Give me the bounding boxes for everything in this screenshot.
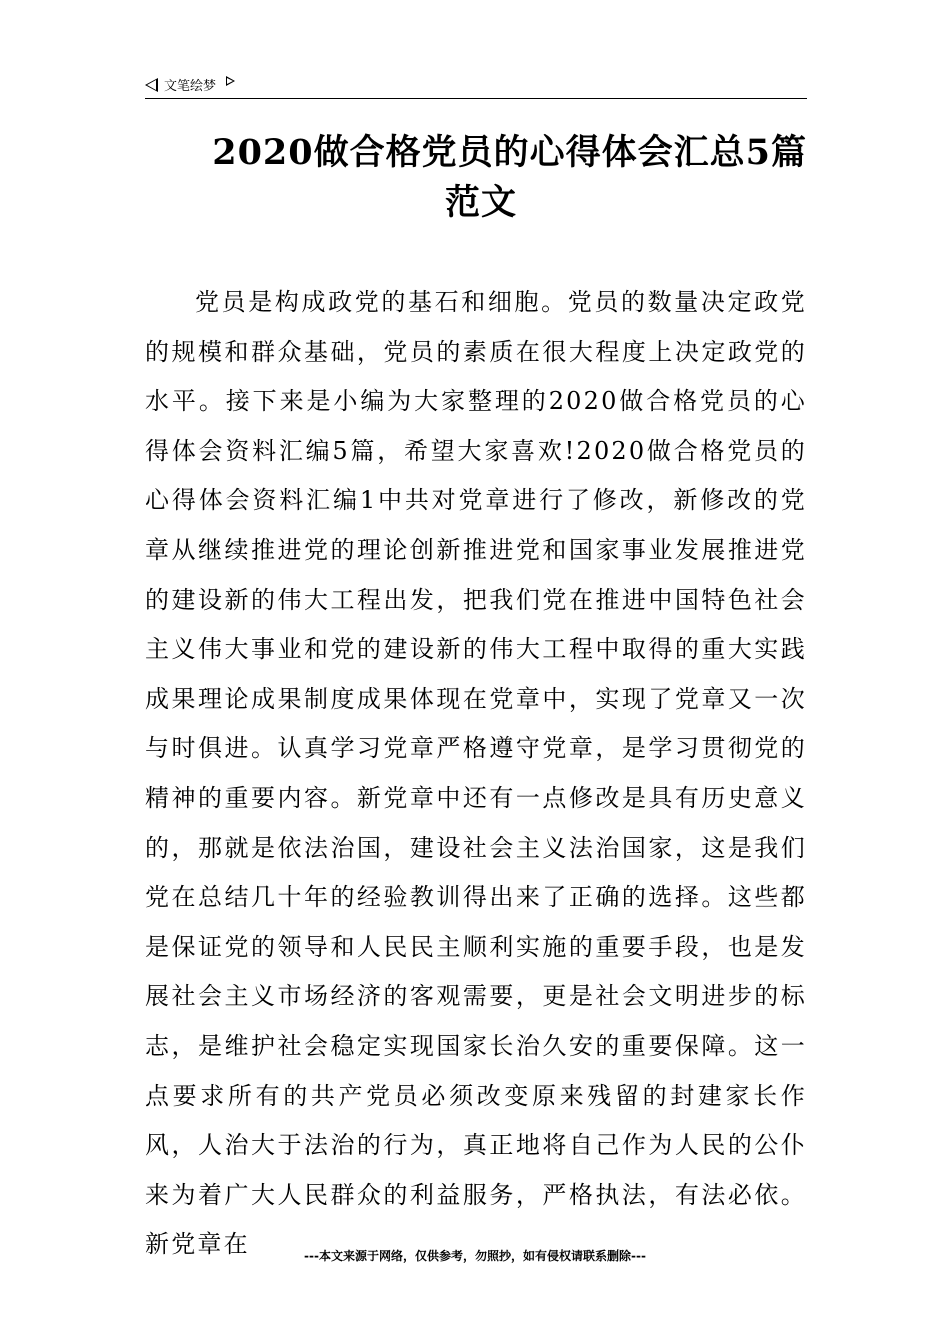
triangle-right-icon	[226, 76, 235, 86]
title-line-1: 2020做合格党员的心得体会汇总5篇	[212, 132, 807, 173]
title-line-2: 范文	[444, 182, 517, 223]
header-label: 文笔绘梦	[164, 79, 217, 94]
page-header	[145, 72, 807, 99]
body-paragraph: 党员是构成政党的基石和细胞。党员的数量决定政党的规模和群众基础，党员的素质在很大程度上决定政党的水平。接下来是小编为大家整理的2020做合格党员的心得体会资料汇编5篇，希望大家喜欢!2020做合格党员的心得体会资料汇编1中共对党章进行了修改，新修改的党章从继续推进党的理论创新推进党和国家事业发展推进党的建设新的伟大工程出发，把我们党在推进中国特色社会主义伟大事业和党的建设新的伟大工程中取得的重大实践成果理论成果制度成果体现在党章中，实现了党章又一次与时俱进。认真学习党章严格遵守党章，是学习贯彻党的精神的重要内容。新党章中还有一点修改是具有历史意义的，那就是依法治国，建设社会主义法治国家，这是我们党在总结几十年的经验教训得出来了正确的选择。这些都是保证党的领导和人民民主顺利实施的重要手段，也是发展社会主义市场经济的客观需要，更是社会文明进步的标志，是维护社会稳定实现国家长治久安的重要保障。这一点要求所有的共产党员必须改变原来残留的封建家长作风，人治大于法治的行为，真正地将自己作为人民的公仆来为着广大人民群众的利益服务，严格执法，有法必依。新党章在	[145, 288, 807, 1259]
document-title	[145, 128, 807, 228]
triangle-left-icon	[145, 78, 158, 92]
header-brand	[145, 75, 235, 94]
footer-disclaimer: ---本文来源于网络，仅供参考，勿照抄，如有侵权请联系删除---	[304, 1249, 646, 1263]
